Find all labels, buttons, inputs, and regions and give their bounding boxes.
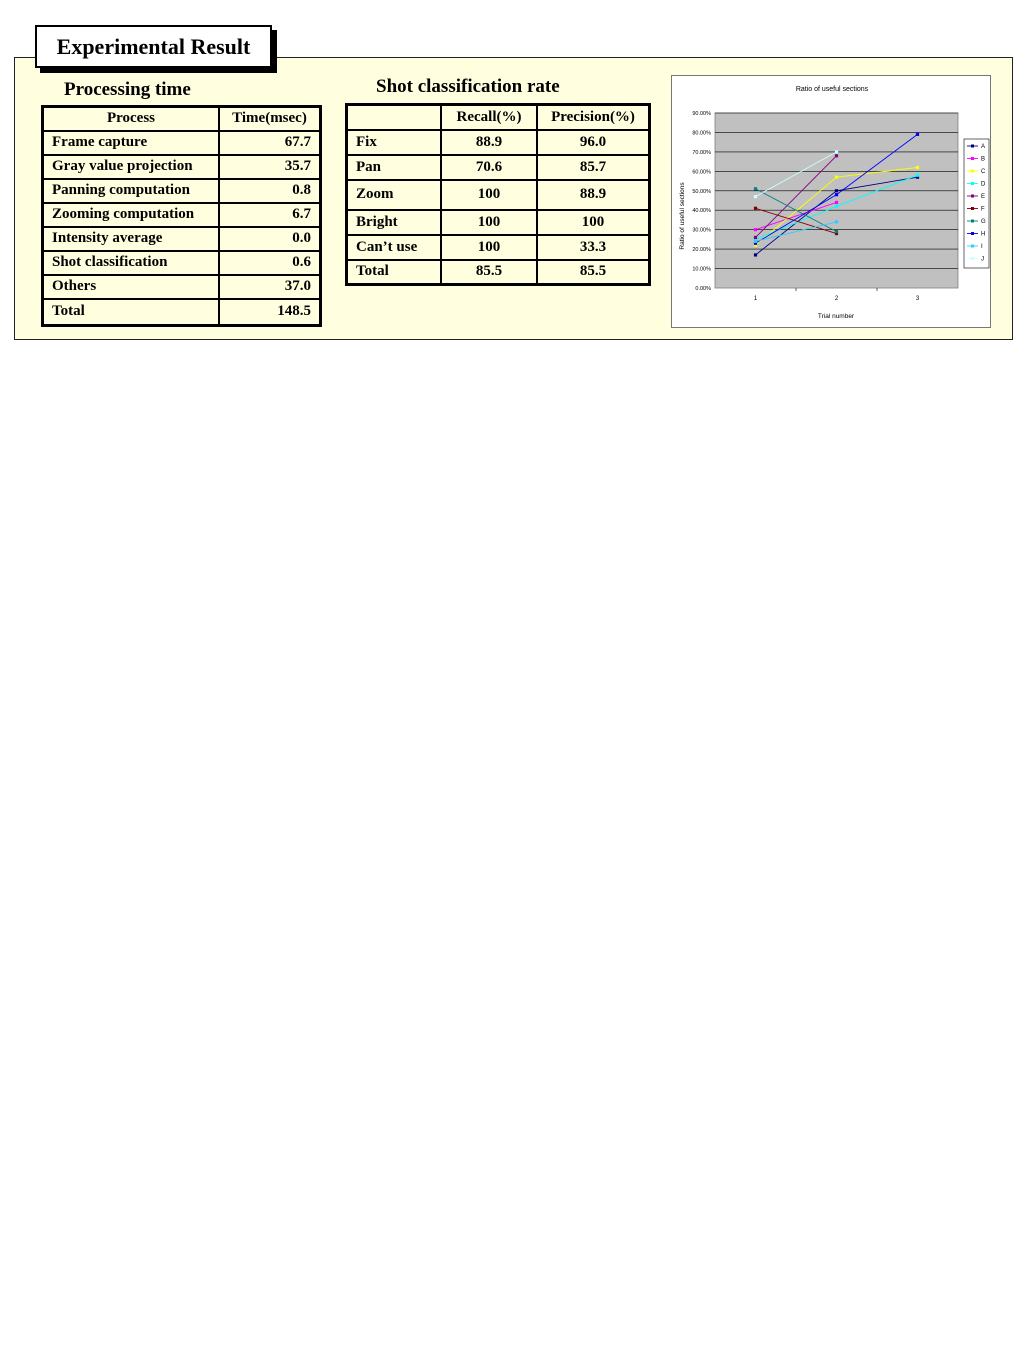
precision-value: 85.5 (537, 260, 650, 285)
legend-marker-J (971, 257, 974, 260)
y-tick-label: 20.00% (692, 247, 711, 254)
data-point-G (754, 187, 757, 190)
recall-value: 70.6 (441, 155, 537, 180)
process-time: 35.7 (219, 155, 321, 179)
process-time: 148.5 (219, 299, 321, 326)
data-point-A (754, 253, 757, 256)
precision-value: 96.0 (537, 130, 650, 155)
table-header-row (347, 105, 650, 130)
table-row (347, 155, 650, 180)
legend-label: F (981, 206, 985, 213)
data-point-J (754, 195, 757, 198)
legend-label: C (981, 169, 986, 175)
precision-value: 100 (537, 210, 650, 235)
process-time: 37.0 (219, 275, 321, 299)
column-header-process: Process (43, 107, 220, 131)
precision-value: 33.3 (537, 235, 650, 260)
table-row (43, 227, 321, 251)
table-row (347, 235, 650, 260)
legend-label: A (981, 144, 986, 150)
table-row (43, 131, 321, 155)
shot-type: Can’t use (347, 235, 442, 260)
x-axis-label: Trial number (817, 313, 855, 320)
useful-sections-chart (671, 75, 991, 328)
table-row (43, 251, 321, 275)
legend-marker-A (971, 145, 974, 148)
x-tick-label: 2 (834, 296, 839, 302)
process-time: 67.7 (219, 131, 321, 155)
page-title: Experimental Result (35, 25, 272, 68)
legend-marker-G (971, 220, 974, 223)
legend-marker-F (971, 207, 974, 210)
process-name: Gray value projection (43, 155, 220, 179)
y-tick-label: 10.00% (692, 266, 711, 273)
y-tick-label: 80.00% (692, 130, 711, 137)
precision-value: 85.7 (537, 155, 650, 180)
shot-type: Zoom (347, 180, 442, 210)
legend-label: I (981, 244, 983, 250)
data-point-E (835, 154, 838, 157)
process-time: 0.6 (219, 251, 321, 275)
data-point-C (835, 176, 838, 179)
y-tick-label: 70.00% (692, 149, 711, 156)
process-name: Zooming computation (43, 203, 220, 227)
table-row (43, 155, 321, 179)
legend-label: B (981, 156, 986, 163)
x-tick-label: 1 (753, 296, 758, 302)
process-time: 6.7 (219, 203, 321, 227)
process-name: Intensity average (43, 227, 220, 251)
data-point-J (835, 150, 838, 153)
recall-value: 88.9 (441, 130, 537, 155)
recall-value: 85.5 (441, 260, 537, 285)
legend-marker-B (971, 157, 974, 160)
y-tick-label: 90.00% (692, 111, 711, 117)
data-point-I (835, 220, 838, 223)
data-point-F (754, 207, 757, 210)
x-tick-label: 3 (915, 296, 920, 302)
process-name: Panning computation (43, 179, 220, 203)
legend-marker-C (971, 170, 974, 173)
legend-label: H (981, 231, 986, 238)
data-point-D (835, 205, 838, 208)
data-point-I (754, 240, 757, 243)
data-point-H (916, 133, 919, 136)
y-tick-label: 40.00% (692, 208, 711, 215)
shot-type: Pan (347, 155, 442, 180)
legend-marker-D (971, 182, 974, 185)
column-header-recall: Recall(%) (441, 105, 537, 130)
legend-label: G (981, 219, 986, 225)
table-row (43, 275, 321, 299)
shot-type: Fix (347, 130, 442, 155)
legend-marker-I (971, 245, 974, 248)
legend-label: E (981, 194, 986, 200)
process-name: Others (43, 275, 220, 299)
process-name: Total (43, 299, 220, 326)
table-row (347, 180, 650, 210)
table-header-row (43, 107, 321, 131)
column-header-shot (347, 105, 442, 130)
table-row (43, 179, 321, 203)
shot-classification-heading: Shot classification rate (376, 76, 560, 97)
y-axis-label: Ratio of useful sections (679, 182, 686, 250)
y-tick-label: 60.00% (692, 169, 711, 176)
process-name: Shot classification (43, 251, 220, 275)
process-name: Frame capture (43, 131, 220, 155)
y-tick-label: 0.00% (695, 286, 711, 292)
table-row-total (347, 260, 650, 285)
legend-label: D (981, 181, 986, 188)
process-time: 0.8 (219, 179, 321, 203)
precision-value: 88.9 (537, 180, 650, 210)
data-point-A (835, 189, 838, 192)
legend-marker-H (971, 232, 974, 235)
processing-time-table (41, 105, 322, 327)
data-point-D (916, 174, 919, 177)
shot-type: Bright (347, 210, 442, 235)
y-tick-label: 30.00% (692, 227, 711, 234)
column-header-precision: Precision(%) (537, 105, 650, 130)
data-point-B (754, 228, 757, 231)
processing-time-heading: Processing time (64, 79, 191, 100)
column-header-time: Time(msec) (219, 107, 321, 131)
table-row-total (43, 299, 321, 326)
recall-value: 100 (441, 180, 537, 210)
shot-classification-table (345, 103, 651, 286)
table-row (347, 210, 650, 235)
data-point-E (754, 236, 757, 239)
y-tick-label: 50.00% (692, 188, 711, 195)
recall-value: 100 (441, 235, 537, 260)
data-point-B (835, 201, 838, 204)
legend-label: J (981, 256, 984, 263)
chart-title: Ratio of useful sections (795, 86, 869, 93)
shot-type: Total (347, 260, 442, 285)
table-row (347, 130, 650, 155)
chart-canvas (672, 76, 992, 329)
legend-marker-E (971, 195, 974, 198)
process-time: 0.0 (219, 227, 321, 251)
data-point-C (916, 166, 919, 169)
plot-area (715, 113, 958, 288)
data-point-H (835, 193, 838, 196)
recall-value: 100 (441, 210, 537, 235)
table-row (43, 203, 321, 227)
data-point-G (835, 230, 838, 233)
